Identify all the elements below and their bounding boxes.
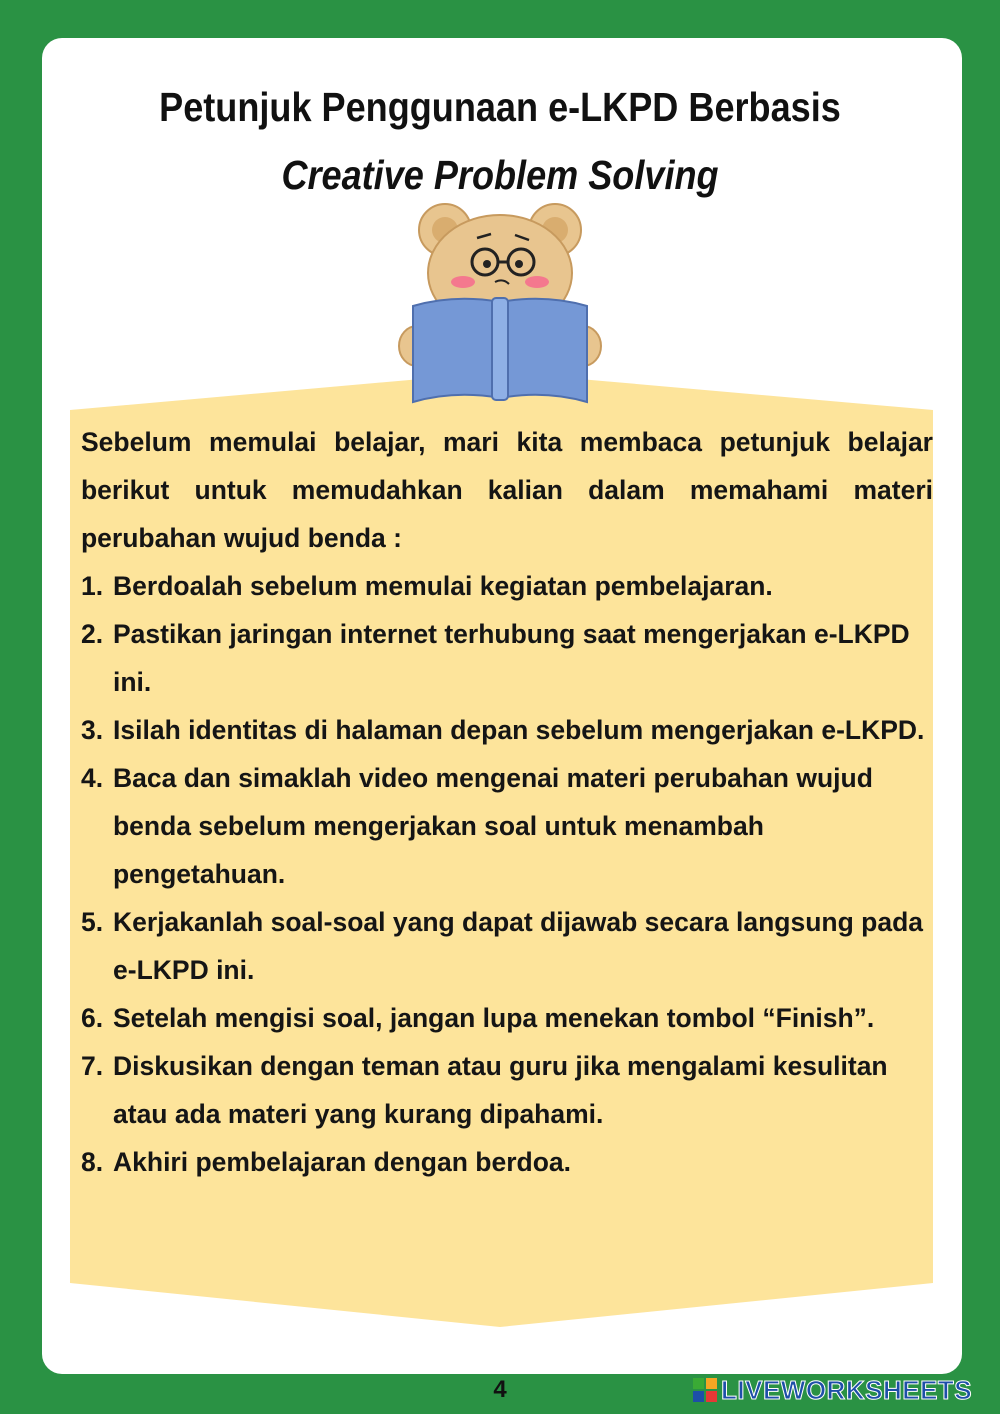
- step-text: Diskusikan dengan teman atau guru jika mengalami kesulitan atau ada materi yang kurang dipahami.: [113, 1051, 888, 1129]
- liveworksheets-logo-icon: [693, 1378, 717, 1402]
- instruction-step: [81, 994, 933, 1042]
- liveworksheets-wordmark: LIVEWORKSHEETS: [721, 1374, 973, 1405]
- instruction-step: [81, 1042, 933, 1138]
- instructions-content: [81, 418, 933, 1186]
- step-number: 6.: [81, 1003, 104, 1033]
- instruction-step: [81, 706, 933, 754]
- liveworksheets-branding[interactable]: [693, 1374, 972, 1406]
- step-text: Kerjakanlah soal-soal yang dapat dijawab secara langsung pada e-LKPD ini.: [113, 907, 923, 985]
- step-text: Isilah identitas di halaman depan sebelum mengerjakan e-LKPD.: [113, 715, 925, 745]
- step-text: Baca dan simaklah video mengenai materi perubahan wujud benda sebelum mengerjakan soal untuk menambah pengetahuan.: [113, 763, 873, 889]
- page-title-line-1: Petunjuk Penggunaan e-LKPD Berbasis: [159, 84, 841, 130]
- instruction-step: [81, 754, 933, 898]
- step-number: 2.: [81, 619, 104, 649]
- instruction-steps-list: [81, 562, 933, 1186]
- instruction-step: [81, 610, 933, 706]
- step-number: 1.: [81, 571, 104, 601]
- step-text: Berdoalah sebelum memulai kegiatan pembelajaran.: [113, 571, 773, 601]
- step-number: 3.: [81, 715, 104, 745]
- step-text: Pastikan jaringan internet terhubung saat mengerjakan e-LKPD ini.: [113, 619, 910, 697]
- step-text: Akhiri pembelajaran dengan berdoa.: [113, 1147, 571, 1177]
- page-number: 4: [493, 1376, 507, 1403]
- instruction-step: [81, 562, 933, 610]
- step-number: 8.: [81, 1147, 104, 1177]
- bear-reading-book-illustration: [395, 198, 605, 404]
- instruction-step: [81, 898, 933, 994]
- step-number: 7.: [81, 1051, 104, 1081]
- instruction-step: [81, 1138, 933, 1186]
- step-number: 4.: [81, 763, 104, 793]
- step-number: 5.: [81, 907, 104, 937]
- step-text: Setelah mengisi soal, jangan lupa menekan tombol “Finish”.: [113, 1003, 875, 1033]
- page-title-line-2: Creative Problem Solving: [281, 152, 719, 198]
- intro-paragraph: Sebelum memulai belajar, mari kita membaca petunjuk belajar berikut untuk memudahkan kalian dalam memahami materi perubahan wujud benda :: [81, 427, 933, 553]
